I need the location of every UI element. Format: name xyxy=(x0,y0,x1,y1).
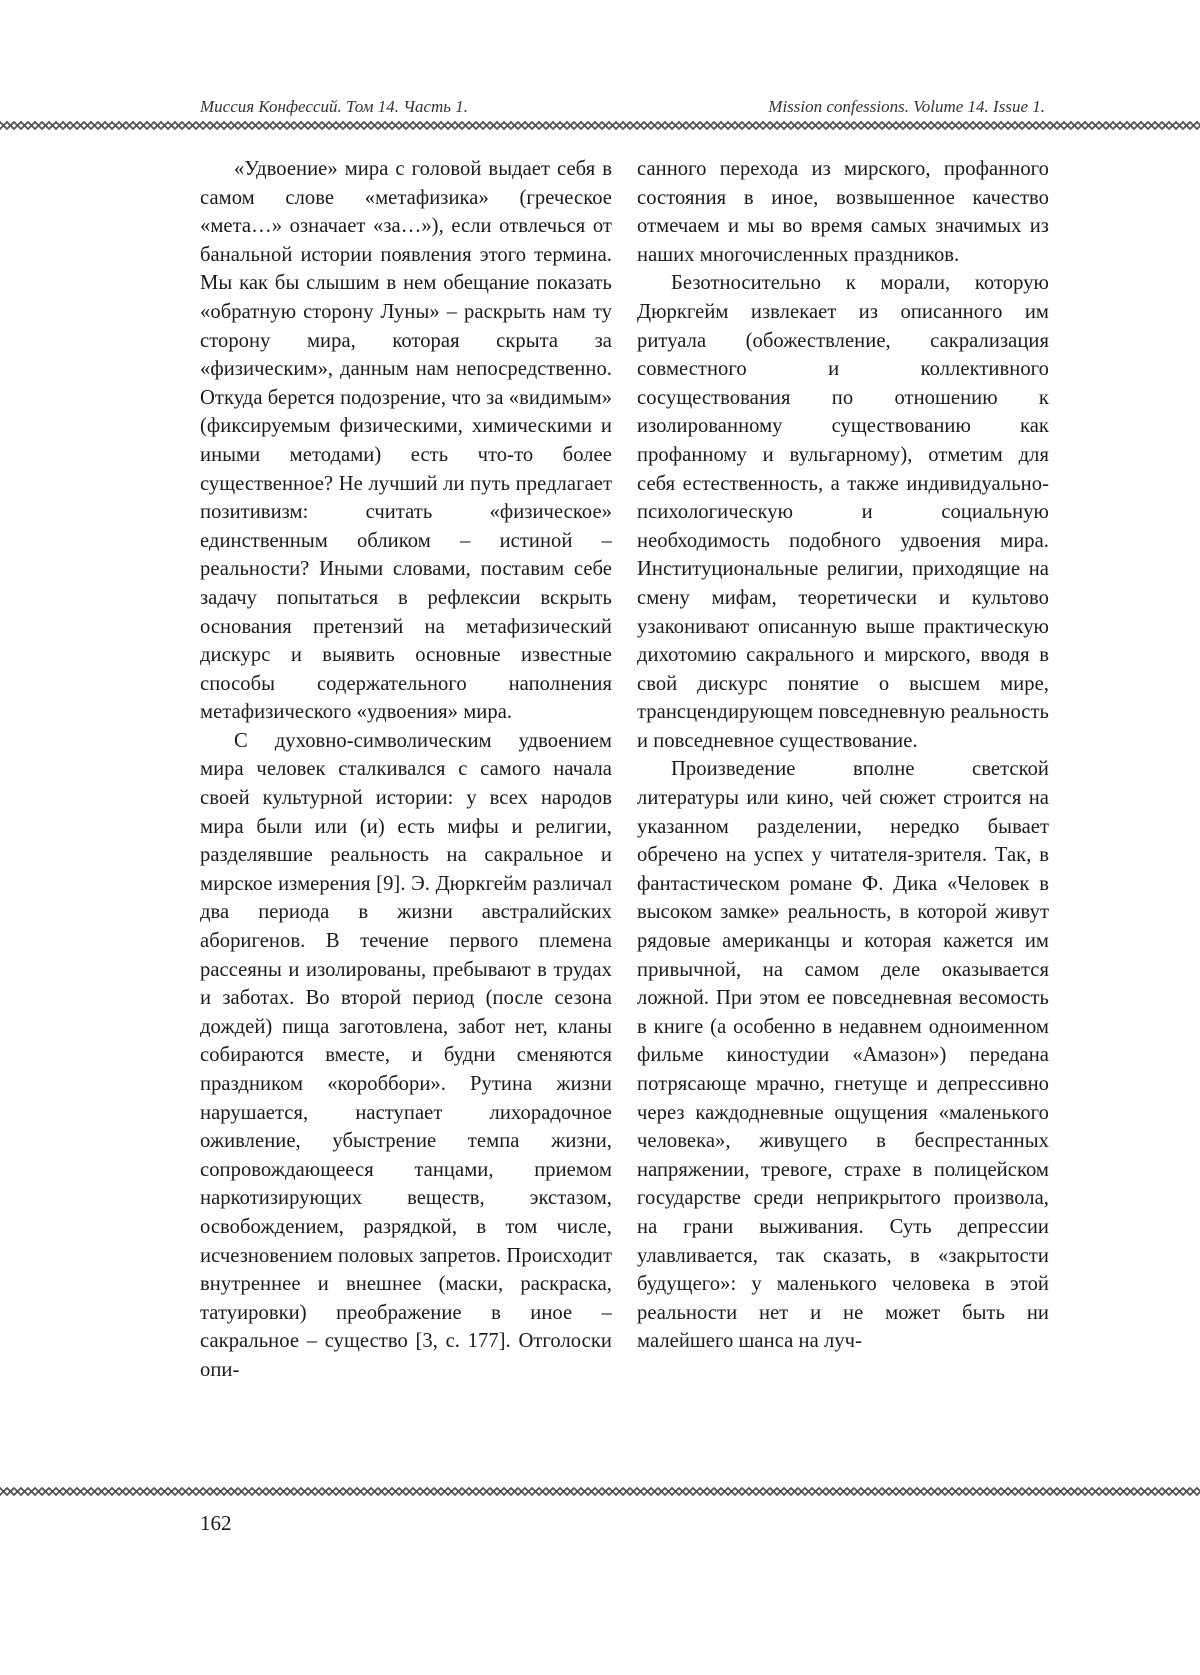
page-number: 162 xyxy=(200,1511,232,1535)
paragraph: С духовно-символическим удвоением мира человек сталкивался с самого начала своей культурной истории: у всех народов мира были или (и) есть мифы и религии, разделявшие реальность на сакральное и мирское измерения [9]. Э. Дюркгейм различал два периода в жизни австралийских аборигенов. В течение первого племена рассеяны и изолированы, пребывают в трудах и заботах. Во второй период (после сезона дождей) пища заготовлена, забот нет, кланы собираются вместе, и будни сменяются праздником «короббори». Рутина жизни нарушается, наступает лихорадочное оживление, убыстрение темпа жизни, сопровождающееся танцами, приемом наркотизирующих веществ, экстазом, освобождением, разрядкой, в том числе, исчезновением половых запретов. Происходит внутреннее и внешнее (маски, раскраска, татуировки) преображение в иное – сакральное – существо [3, с. 177]. Отголоски опи- xyxy=(200,729,612,1381)
left-text-column xyxy=(200,155,612,1385)
top-ornamental-rule xyxy=(0,121,1200,131)
paragraph: Безотносительно к морали, которую Дюркгейм извлекает из описанного им ритуала (обожествление, сакрализация совместного и коллективного сосуществования по отношению к изолированному существованию как профанному и вульгарному), отметим для себя естественность, а также индивидуально-психологическую и социальную необходимость подобного удвоения мира. Институциональные религии, приходящие на смену мифам, теоретически и культово узаконивают описанную выше практическую дихотомию сакрального и мирского, вводя в свой дискурс понятие о высшем мире, трансцендирующем повседневную реальность и повседневное существование. xyxy=(637,272,1049,752)
journal-title-ru: Миссия Конфессий. Том 14. Часть 1. xyxy=(200,97,469,116)
paragraph: «Удвоение» мира с головой выдает себя в самом слове «метафизика» (греческое «мета…» означает «за…»), если отвлечься от банальной истории появления этого термина. Мы как бы слышим в нем обещание показать «обратную сторону Луны» – раскрыть нам ту сторону мира, которая скрыта за «физическим», данным нам непосредственно. Откуда берется подозрение, что за «видимым» (фиксируемым физическими, химическими и иными методами) есть что-то более существенное? Не лучший ли путь предлагает позитивизм: считать «физическое» единственным обликом – истиной – реальности? Иными словами, поставим себе задачу попытаться в рефлексии вскрыть основания претензий на метафизический дискурс и выявить основные известные способы содержательного наполнения метафизического «удвоения» мира. xyxy=(200,158,612,724)
running-header xyxy=(200,95,1045,119)
bottom-ornamental-rule xyxy=(0,1487,1200,1497)
paragraph-continued: санного перехода из мирского, профанного состояния в иное, возвышенное качество отмечаем и мы во время самых значимых из наших многочисленных праздников. xyxy=(637,158,1049,266)
journal-title-en: Mission confessions. Volume 14. Issue 1. xyxy=(768,97,1045,116)
paragraph: Произведение вполне светской литературы или кино, чей сюжет строится на указанном разделении, нередко бывает обречено на успех у читателя-зрителя. Так, в фантастическом романе Ф. Дика «Человек в высоком замке» реальность, в которой живут рядовые американцы и которая кажется им привычной, на самом деле оказывается ложной. При этом ее повседневная весомость в книге (а особенно в недавнем одноименном фильме киностудии «Амазон») передана потрясающе мрачно, гнетуще и депрессивно через каждодневные ощущения «маленького человека», живущего в беспрестанных напряжении, тревоге, страхе в полицейском государстве среди неприкрытого произвола, на грани выживания. Суть депрессии улавливается, так сказать, в «закрытости будущего»: у маленького человека в этой реальности нет и не может быть ни малейшего шанса на луч- xyxy=(637,758,1049,1353)
right-text-column xyxy=(637,155,1049,1356)
